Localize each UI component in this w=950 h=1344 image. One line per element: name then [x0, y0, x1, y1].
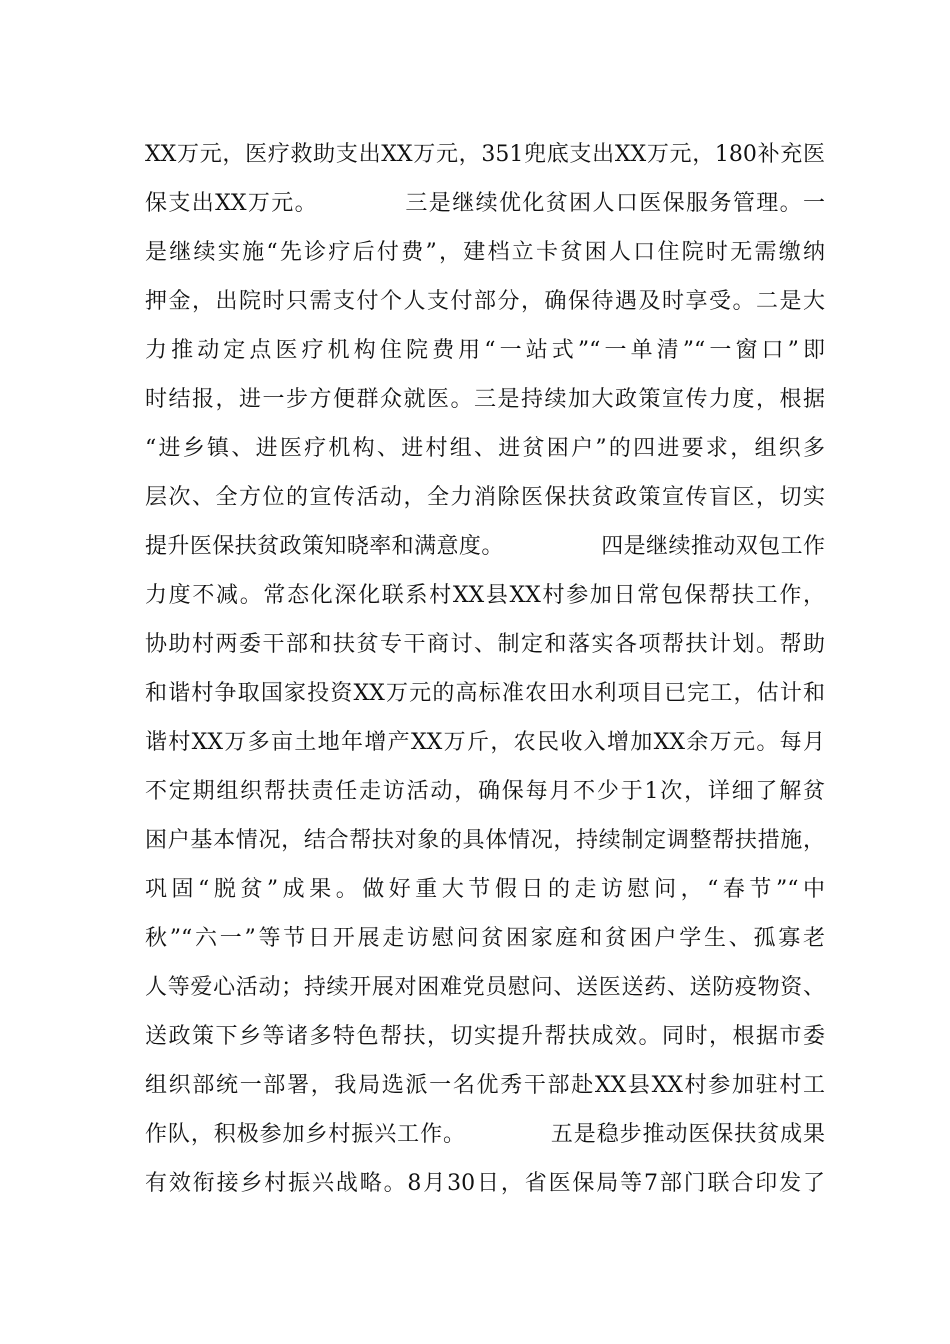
- text-segment: 提升医保扶贫政策知晓率和满意度。: [145, 534, 504, 559]
- text-line-15: 困户基本情况，结合帮扶对象的具体情况，持续制定调整帮扶措施，: [145, 828, 825, 853]
- text-line-5: 力推动定点医疗机构住院费用“一站式”“一单清”“一窗口”即: [145, 338, 825, 363]
- text-line-12: 和谐村争取国家投资XX万元的高标准农田水利项目已完工，估计和: [145, 681, 825, 706]
- text-line-11: 协助村两委干部和扶贫专干商讨、制定和落实各项帮扶计划。帮助: [145, 632, 825, 657]
- text-line-21: [145, 1110, 825, 1159]
- text-line-18: 人等爱心活动；持续开展对困难党员慰问、送医送药、送防疫物资、: [145, 975, 825, 1000]
- text-segment: 四是继续推动双包工作: [600, 534, 825, 559]
- text-segment: 作队，积极参加乡村振兴工作。: [145, 1122, 466, 1147]
- text-line-17: 秋”“六一”等节日开展走访慰问贫困家庭和贫困户学生、孤寡老: [145, 926, 825, 951]
- text-line-14: 不定期组织帮扶责任走访活动，确保每月不少于1次，详细了解贫: [145, 779, 825, 804]
- text-line-1: XX万元，医疗救助支出XX万元，351兜底支出XX万元，180补充医: [145, 142, 825, 167]
- body-text: [145, 130, 825, 1208]
- text-line-4: 押金，出院时只需支付个人支付部分，确保待遇及时享受。二是大: [145, 289, 825, 314]
- text-line-13: 谐村XX万多亩土地年增产XX万斤，农民收入增加XX余万元。每月: [145, 730, 825, 755]
- text-segment: 五是稳步推动医保扶贫成果: [549, 1122, 825, 1147]
- text-line-6: 时结报，进一步方便群众就医。三是持续加大政策宣传力度，根据: [145, 387, 825, 412]
- text-line-19: 送政策下乡等诸多特色帮扶，切实提升帮扶成效。同时，根据市委: [145, 1024, 825, 1049]
- text-line-2: [145, 179, 825, 228]
- text-line-10: 力度不减。常态化深化联系村XX县XX村参加日常包保帮扶工作，: [145, 583, 825, 608]
- text-line-7: “进乡镇、进医疗机构、进村组、进贫困户”的四进要求，组织多: [145, 436, 825, 461]
- text-line-8: 层次、全方位的宣传活动，全力消除医保扶贫政策宣传盲区，切实: [145, 485, 825, 510]
- text-segment: 保支出XX万元。: [145, 191, 319, 216]
- text-line-20: 组织部统一部署，我局选派一名优秀干部赴XX县XX村参加驻村工: [145, 1073, 825, 1098]
- text-line-22: 有效衔接乡村振兴战略。8月30日，省医保局等7部门联合印发了: [145, 1171, 825, 1196]
- text-line-16: 巩固“脱贫”成果。做好重大节假日的走访慰问，“春节”“中: [145, 877, 825, 902]
- text-line-3: 是继续实施“先诊疗后付费”，建档立卡贫困人口住院时无需缴纳: [145, 240, 825, 265]
- text-segment: 三是继续优化贫困人口医保服务管理。一: [404, 191, 825, 216]
- text-line-9: [145, 522, 825, 571]
